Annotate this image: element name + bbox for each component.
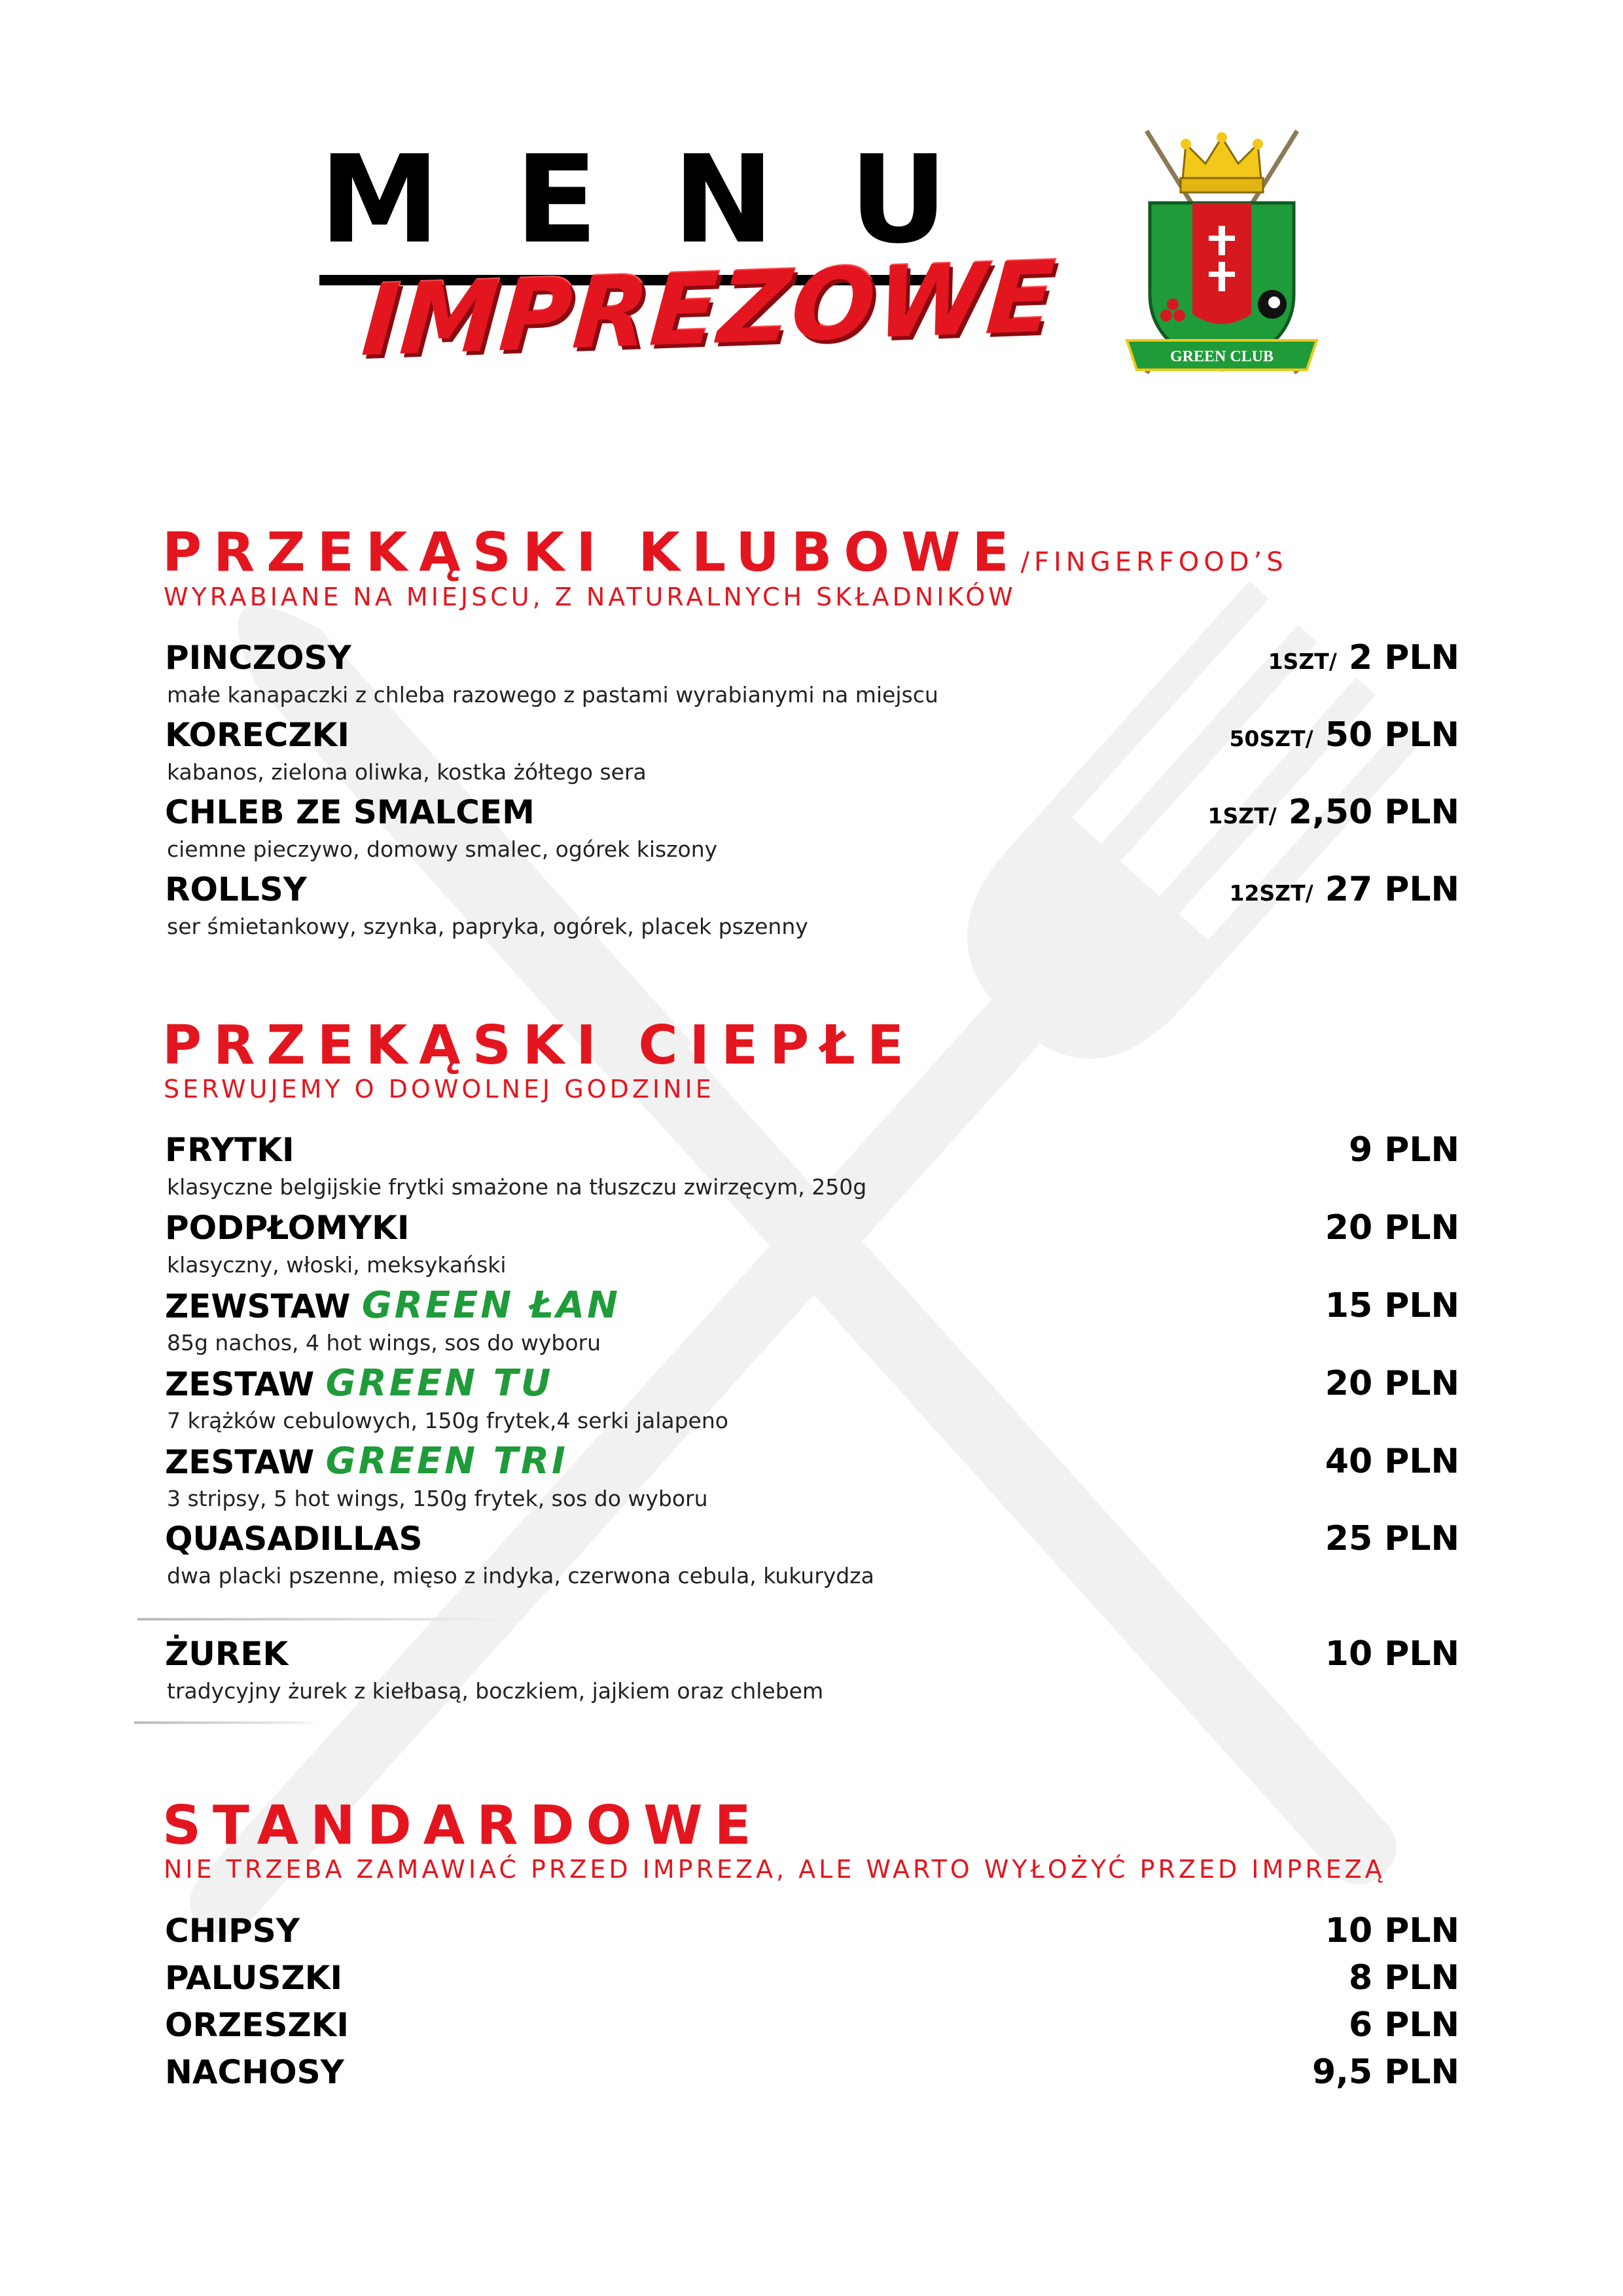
section-title: PRZEKĄSKI CIEPŁE — [162, 1014, 916, 1077]
menu-item-description: 85g nachos, 4 hot wings, sos do wyboru — [167, 1330, 601, 1355]
menu-item-name — [165, 1286, 620, 1326]
price-value: 2 PLN — [1348, 638, 1459, 677]
menu-item-price — [1001, 638, 1459, 681]
menu-item-description: klasyczny, włoski, meksykański — [167, 1252, 507, 1278]
green-club-logo — [1120, 118, 1323, 399]
menu-item-price: 6 PLN — [1348, 2005, 1459, 2045]
section-title-text: PRZEKĄSKI KLUBOWE — [162, 522, 1021, 584]
menu-item-price — [1001, 715, 1459, 759]
menu-item-price: 9 PLN — [1348, 1130, 1459, 1170]
price-value: 50 PLN — [1325, 715, 1459, 755]
price-unit: 12SZT/ — [1229, 880, 1313, 906]
menu-item-name: PINCZOSY — [165, 639, 351, 677]
menu-title — [319, 129, 948, 270]
set-label: ZEWSTAW — [165, 1287, 351, 1325]
logo-text: GREEN CLUB — [1169, 348, 1274, 365]
menu-item-name: QUASADILLAS — [165, 1520, 423, 1558]
menu-item-price: 10 PLN — [1325, 1634, 1459, 1674]
menu-item-name: KORECZKI — [165, 716, 349, 754]
menu-item-price: 10 PLN — [1325, 1911, 1459, 1950]
section-subtitle: WYRABIANE NA MIEJSCU, Z NATURALNYCH SKŁADNIKÓW — [164, 583, 1016, 611]
menu-item-name: ROLLSY — [165, 870, 307, 908]
divider — [137, 1618, 530, 1621]
menu-item-description: tradycyjny żurek z kiełbasą, boczkiem, jajkiem oraz chlebem — [167, 1678, 824, 1704]
price-unit: 50SZT/ — [1229, 726, 1313, 751]
menu-subtitle: IMPREZOWE — [358, 240, 1060, 379]
price-unit: 1SZT/ — [1268, 649, 1337, 674]
menu-item-description: małe kanapaczki z chleba razowego z pastami wyrabianymi na miejscu — [167, 682, 938, 708]
menu-item-price: 40 PLN — [1325, 1442, 1459, 1481]
price-value: 27 PLN — [1325, 870, 1459, 909]
menu-item-price — [1001, 793, 1459, 836]
menu-item-name: ORZESZKI — [165, 2006, 349, 2044]
menu-item-price: 15 PLN — [1325, 1286, 1459, 1325]
menu-item-price: 8 PLN — [1348, 1958, 1459, 1998]
set-green-name: GREEN TRI — [325, 1440, 568, 1482]
set-label: ZESTAW — [165, 1365, 315, 1403]
price-value: 2,50 PLN — [1288, 793, 1459, 832]
divider — [134, 1721, 317, 1724]
menu-item-price: 9,5 PLN — [1312, 2053, 1459, 2092]
section-title: STANDARDOWE — [162, 1795, 763, 1857]
section-title-suffix: /FINGERFOOD’S — [1020, 547, 1288, 577]
menu-letter: U — [849, 129, 948, 270]
menu-item-description: ser śmietankowy, szynka, papryka, ogórek, placek pszenny — [167, 914, 808, 939]
menu-item-description: ciemne pieczywo, domowy smalec, ogórek kiszony — [167, 836, 718, 862]
menu-item-price: 25 PLN — [1325, 1519, 1459, 1558]
set-label: ZESTAW — [165, 1443, 315, 1481]
menu-letter: N — [673, 129, 774, 270]
menu-item-name — [165, 1442, 568, 1482]
menu-item-name: ŻUREK — [165, 1635, 289, 1673]
menu-item-name: CHLEB ZE SMALCEM — [165, 793, 535, 831]
set-green-name: GREEN ŁAN — [361, 1284, 620, 1327]
set-green-name: GREEN TU — [325, 1362, 554, 1405]
menu-item-description: klasyczne belgijskie frytki smażone na tłuszczu zwirzęcym, 250g — [167, 1174, 867, 1200]
menu-item-description: 3 stripsy, 5 hot wings, 150g frytek, sos do wyboru — [167, 1486, 708, 1511]
menu-letter: M — [319, 129, 440, 270]
price-unit: 1SZT/ — [1207, 803, 1277, 829]
menu-item-price: 20 PLN — [1325, 1364, 1459, 1403]
section-title — [162, 524, 1288, 592]
menu-item-name: NACHOSY — [165, 2053, 344, 2091]
menu-item-name: PODPŁOMYKI — [165, 1209, 410, 1247]
menu-item-description: 7 krążków cebulowych, 150g frytek,4 serki jalapeno — [167, 1408, 728, 1433]
menu-item-price — [1001, 870, 1459, 913]
menu-item-name — [165, 1364, 553, 1404]
section-subtitle: NIE TRZEBA ZAMAWIAĆ PRZED IMPREZA, ALE WARTO WYŁOŻYĆ PRZED IMPREZĄ — [164, 1855, 1385, 1884]
menu-item-description: dwa placki pszenne, mięso z indyka, czerwona cebula, kukurydza — [167, 1563, 874, 1588]
menu-item-price: 20 PLN — [1325, 1208, 1459, 1247]
menu-item-description: kabanos, zielona oliwka, kostka żółtego sera — [167, 759, 647, 785]
menu-item-name: FRYTKI — [165, 1131, 294, 1169]
menu-item-name: PALUSZKI — [165, 1959, 343, 1997]
menu-letter: E — [514, 129, 598, 270]
section-subtitle: SERWUJEMY O DOWOLNEJ GODZINIE — [164, 1075, 715, 1103]
menu-item-name: CHIPSY — [165, 1912, 300, 1950]
